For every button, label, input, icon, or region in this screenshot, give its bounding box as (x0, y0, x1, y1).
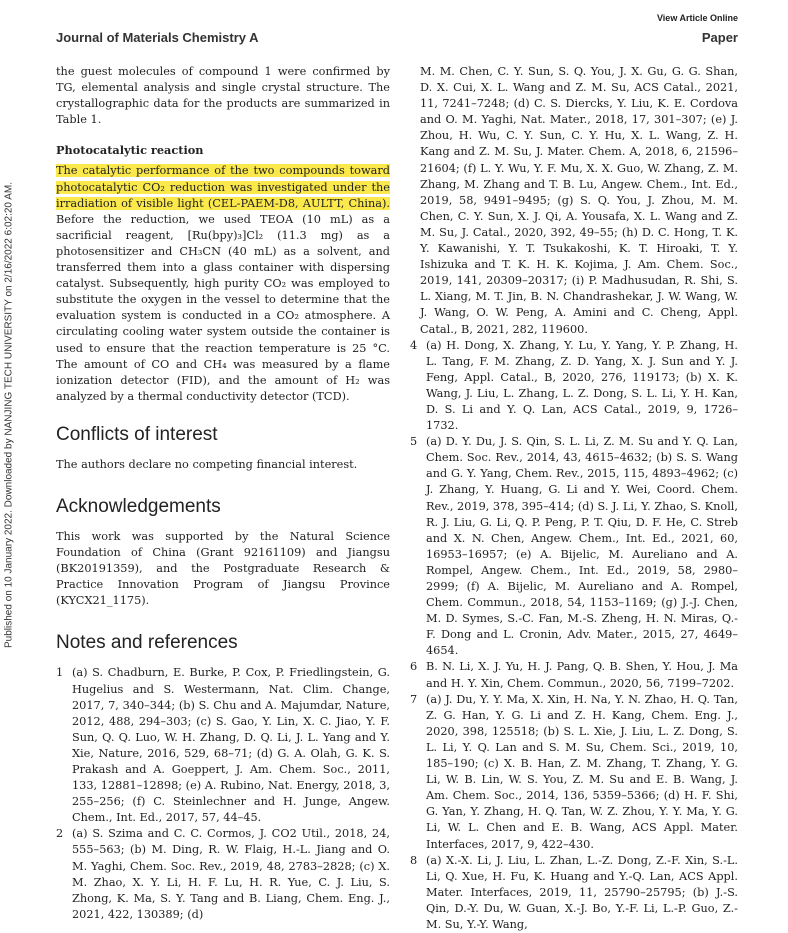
reference-number: 2 (56, 827, 64, 841)
article-type: Paper (701, 30, 738, 45)
reference-item (410, 64, 738, 338)
intro-paragraph: the guest molecules of compound 1 were confirmed by TG, elemental analysis and single crystal structure. The crystallographic data for the products are summarized in Table 1. (56, 65, 390, 127)
reference-item (410, 338, 738, 435)
reference-item (410, 853, 738, 933)
reference-text: M. M. Chen, C. Y. Sun, S. Q. You, J. X. Gu, G. G. Shan, D. X. Cui, X. L. Wang and Z. M. Su, ACS Catal., 2021, 11, 7241–7248; (d) C. S. Diercks, Y. Liu, K. E. Cordova and O. M. Yaghi, Nat. Mater., 2018, 17, 301–307; (e) J. Zhou, H. Wu, C. Y. Sun, C. Y. Hu, X. L. Wang, Z. H. Kang and Z. M. Su, J. Mater. Chem. A, 2018, 6, 21596–21604; (f) L. Y. Wu, Y. F. Mu, X. X. Guo, W. Zhang, Z. M. Zhang, M. Zhang and T. B. Lu, Angew. Chem., Int. Ed., 2019, 58, 9491–9495; (g) S. Q. You, J. Zhou, M. M. Chen, C. Y. Sun, X. J. Qi, A. Yousafa, X. L. Wang and Z. M. Su, J. Catal., 2020, 392, 49–55; (h) D. C. Hong, T. K. Y. Kawanishi, Y. T. Tsukakoshi, K. T. Hiroaki, T. Y. Ishizuka and T. K. H. K. Kojima, J. Am. Chem. Soc., 2019, 141, 20309–20317; (i) P. Madhusudan, R. Shi, S. L. Xiang, M. T. Jin, B. N. Chandrashekar, J. W. Wang, W. J. Wang, O. W. Peng, A. Amini and C. Cheng, Appl. Catal., B, 2021, 282, 119600. (420, 65, 738, 336)
reference-text: B. N. Li, X. J. Yu, H. J. Pang, Q. B. Shen, Y. Hou, J. Ma and H. Y. Xin, Chem. Commun., 2020, 56, 7199–7202. (426, 660, 738, 690)
reference-text: (a) S. Szima and C. C. Cormos, J. CO2 Util., 2018, 24, 555–563; (b) M. Ding, R. W. Flaig, H.-L. Jiang and O. M. Yaghi, Chem. Soc. Rev., 2019, 48, 2783–2828; (c) X. M. Zhao, X. Y. Li, H. F. Lu, H. R. Yue, C. J. Liu, S. Zhong, K. Ma, S. Y. Tang and B. Liang, Chem. Eng. J., 2021, 422, 130389; (d) (72, 827, 390, 921)
reference-number: 6 (410, 660, 418, 674)
reference-number: 5 (410, 435, 418, 449)
reference-text: (a) S. Chadburn, E. Burke, P. Cox, P. Friedlingstein, G. Hugelius and S. Westermann, Nat. Clim. Change, 2017, 7, 340–344; (b) S. Chu and A. Majumdar, Nature, 2012, 488, 294–303; (c) S. Gao, Y. Lin, X. C. Jiao, Y. F. Sun, Q. Q. Luo, W. H. Zhang, D. Q. Li, J. L. Yang and Y. Xie, Nature, 2016, 529, 68–71; (d) G. A. Olah, G. K. S. Prakash and A. Goeppert, J. Am. Chem. Soc., 2011, 133, 12881–12898; (e) A. Rubino, Nat. Energy, 2018, 3, 255–256; (f) C. Steinlechner and H. Junge, Angew. Chem., Int. Ed., 2017, 57, 44–45. (72, 666, 390, 825)
reference-number: 8 (410, 853, 418, 867)
reference-item (410, 434, 738, 659)
reference-text: (a) X.-X. Li, J. Liu, L. Zhan, L.-Z. Dong, Z.-F. Xin, S.-L. Li, Q. Xue, H. Fu, K. Huang and Y.-Q. Lan, ACS Appl. Mater. Interfaces, 2019, 11, 25790–25795; (b) J.-S. Qin, D.-Y. Du, W. Guan, X.-J. Bo, Y.-F. Li, L.-P. Guo, Z.-M. Su, Y.-Y. Wang, (426, 853, 738, 931)
conflicts-heading: Conflicts of interest (56, 423, 218, 445)
reference-number: 4 (410, 338, 418, 352)
reference-text: (a) H. Dong, X. Zhang, Y. Lu, Y. Yang, Y. P. Zhang, H. L. Tang, F. M. Zhang, Z. D. Yang, X. J. Sun and Y. J. Feng, Appl. Catal., B, 2020, 276, 119173; (b) X. K. Wang, J. Liu, L. Zhang, L. Z. Dong, S. L. Li, Y. H. Kan, D. S. Li and Y. Q. Lan, ACS Catal., 2019, 9, 1726–1732. (426, 338, 738, 433)
right-column (410, 64, 738, 933)
reference-number: 1 (56, 666, 64, 680)
photocatalytic-text: Before the reduction, we used TEOA (10 mL) as a sacrificial reagent, [Ru(bpy)₃]Cl₂ (11.3 mg) as a photosensitizer and CH₃CN (40 mL) as a solvent, and transferred them into a glass container with dispersing catalyst. Subsequently, high purity CO₂ was employed to substitute the oxygen in the vessel to determine that the evaluation system is conducted in a CO₂ atmosphere. A circulating cooling water system outside the container is used to ensure that the reaction temperature is 25 °C. The amount of CO and CH₄ was measured by a flame ionization detector (FID), and the amount of H₂ was analyzed by a thermal conductivity detector (TCD). (56, 212, 390, 403)
download-stamp (0, 0, 18, 831)
view-article-online-link[interactable]: View Article Online (656, 13, 738, 23)
reference-text: (a) J. Du, Y. Y. Ma, X. Xin, H. Na, Y. N. Zhao, H. Q. Tan, Z. G. Han, Y. G. Li and Z. H. Kang, Chem. Eng. J., 2020, 398, 125518; (b) S. L. Xie, J. Liu, L. Z. Dong, S. L. Li, Y. Q. Lan and S. M. Su, Chem. Sci., 2019, 10, 185–190; (c) X. B. Han, Z. M. Zhang, T. Zhang, Y. G. Li, W. B. Lin, W. S. You, Z. M. Su and E. B. Wang, J. Am. Chem. Soc., 2014, 136, 5359–5366; (d) H. F. Shi, G. Yan, Y. Zhang, H. Q. Tan, W. Z. Zhou, Y. Y. Ma, Y. G. Li, W. L. Chen and E. B. Wang, ACS Appl. Mater. Interfaces, 2017, 9, 422–430. (426, 692, 738, 851)
notes-heading: Notes and references (56, 632, 238, 654)
reference-item (410, 692, 738, 853)
acknowledgements-heading: Acknowledgements (56, 495, 221, 517)
highlighted-text[interactable]: The catalytic performance of the two compounds toward photocatalytic CO₂ reduction was investigated under the irradiation of visible light (CEL-PAEM-D8, AULTT, China). (56, 164, 390, 210)
conflicts-text: The authors declare no competing financial interest. (56, 457, 358, 471)
reference-text: (a) D. Y. Du, J. S. Qin, S. L. Li, Z. M. Su and Y. Q. Lan, Chem. Soc. Rev., 2014, 43, 4615–4632; (b) S. S. Wang and G. Y. Yang, Chem. Rev., 2015, 115, 4893–4962; (c) J. Zhang, Y. Huang, G. Li and Y. Wei, Coord. Chem. Rev., 2019, 378, 395–414; (d) S. J. Li, Y. Zhao, S. Knoll, R. J. Liu, G. Li, Q. P. Peng, P. T. Qiu, D. F. He, C. Streb and X. N. Chen, Angew. Chem., Int. Ed., 2021, 60, 16953–16957; (e) A. Bijelic, M. Aureliano and A. Rompel, Angew. Chem., Int. Ed., 2019, 58, 2980–2999; (f) A. Bijelic, M. Aureliano and A. Rompel, Chem. Commun., 2018, 54, 1153–1169; (g) J.-J. Chen, M. D. Symes, S.-C. Fan, M.-S. Zheng, H. N. Miras, Q.-F. Dong and L. Cronin, Adv. Mater., 2015, 27, 4649–4654. (426, 435, 739, 658)
photocatalytic-paragraph (56, 163, 390, 404)
reference-item (410, 659, 738, 691)
download-stamp-text: Published on 10 January 2022. Downloaded by NANJING TECH UNIVERSITY on 2/16/2022 6:02:20 AM. (3, 181, 15, 649)
reference-item (56, 665, 390, 826)
journal-title: Journal of Materials Chemistry A (56, 30, 259, 45)
photocatalytic-heading: Photocatalytic reaction (56, 143, 204, 158)
acknowledgements-text: This work was supported by the Natural Science Foundation of China (Grant 92161109) and Jiangsu (BK20191359), and the Postgraduate Research & Practice Innovation Program of Jiangsu Province (KYCX21_1175). (56, 529, 390, 608)
left-column (56, 64, 390, 923)
reference-item (56, 826, 390, 923)
reference-number: 7 (410, 692, 418, 706)
